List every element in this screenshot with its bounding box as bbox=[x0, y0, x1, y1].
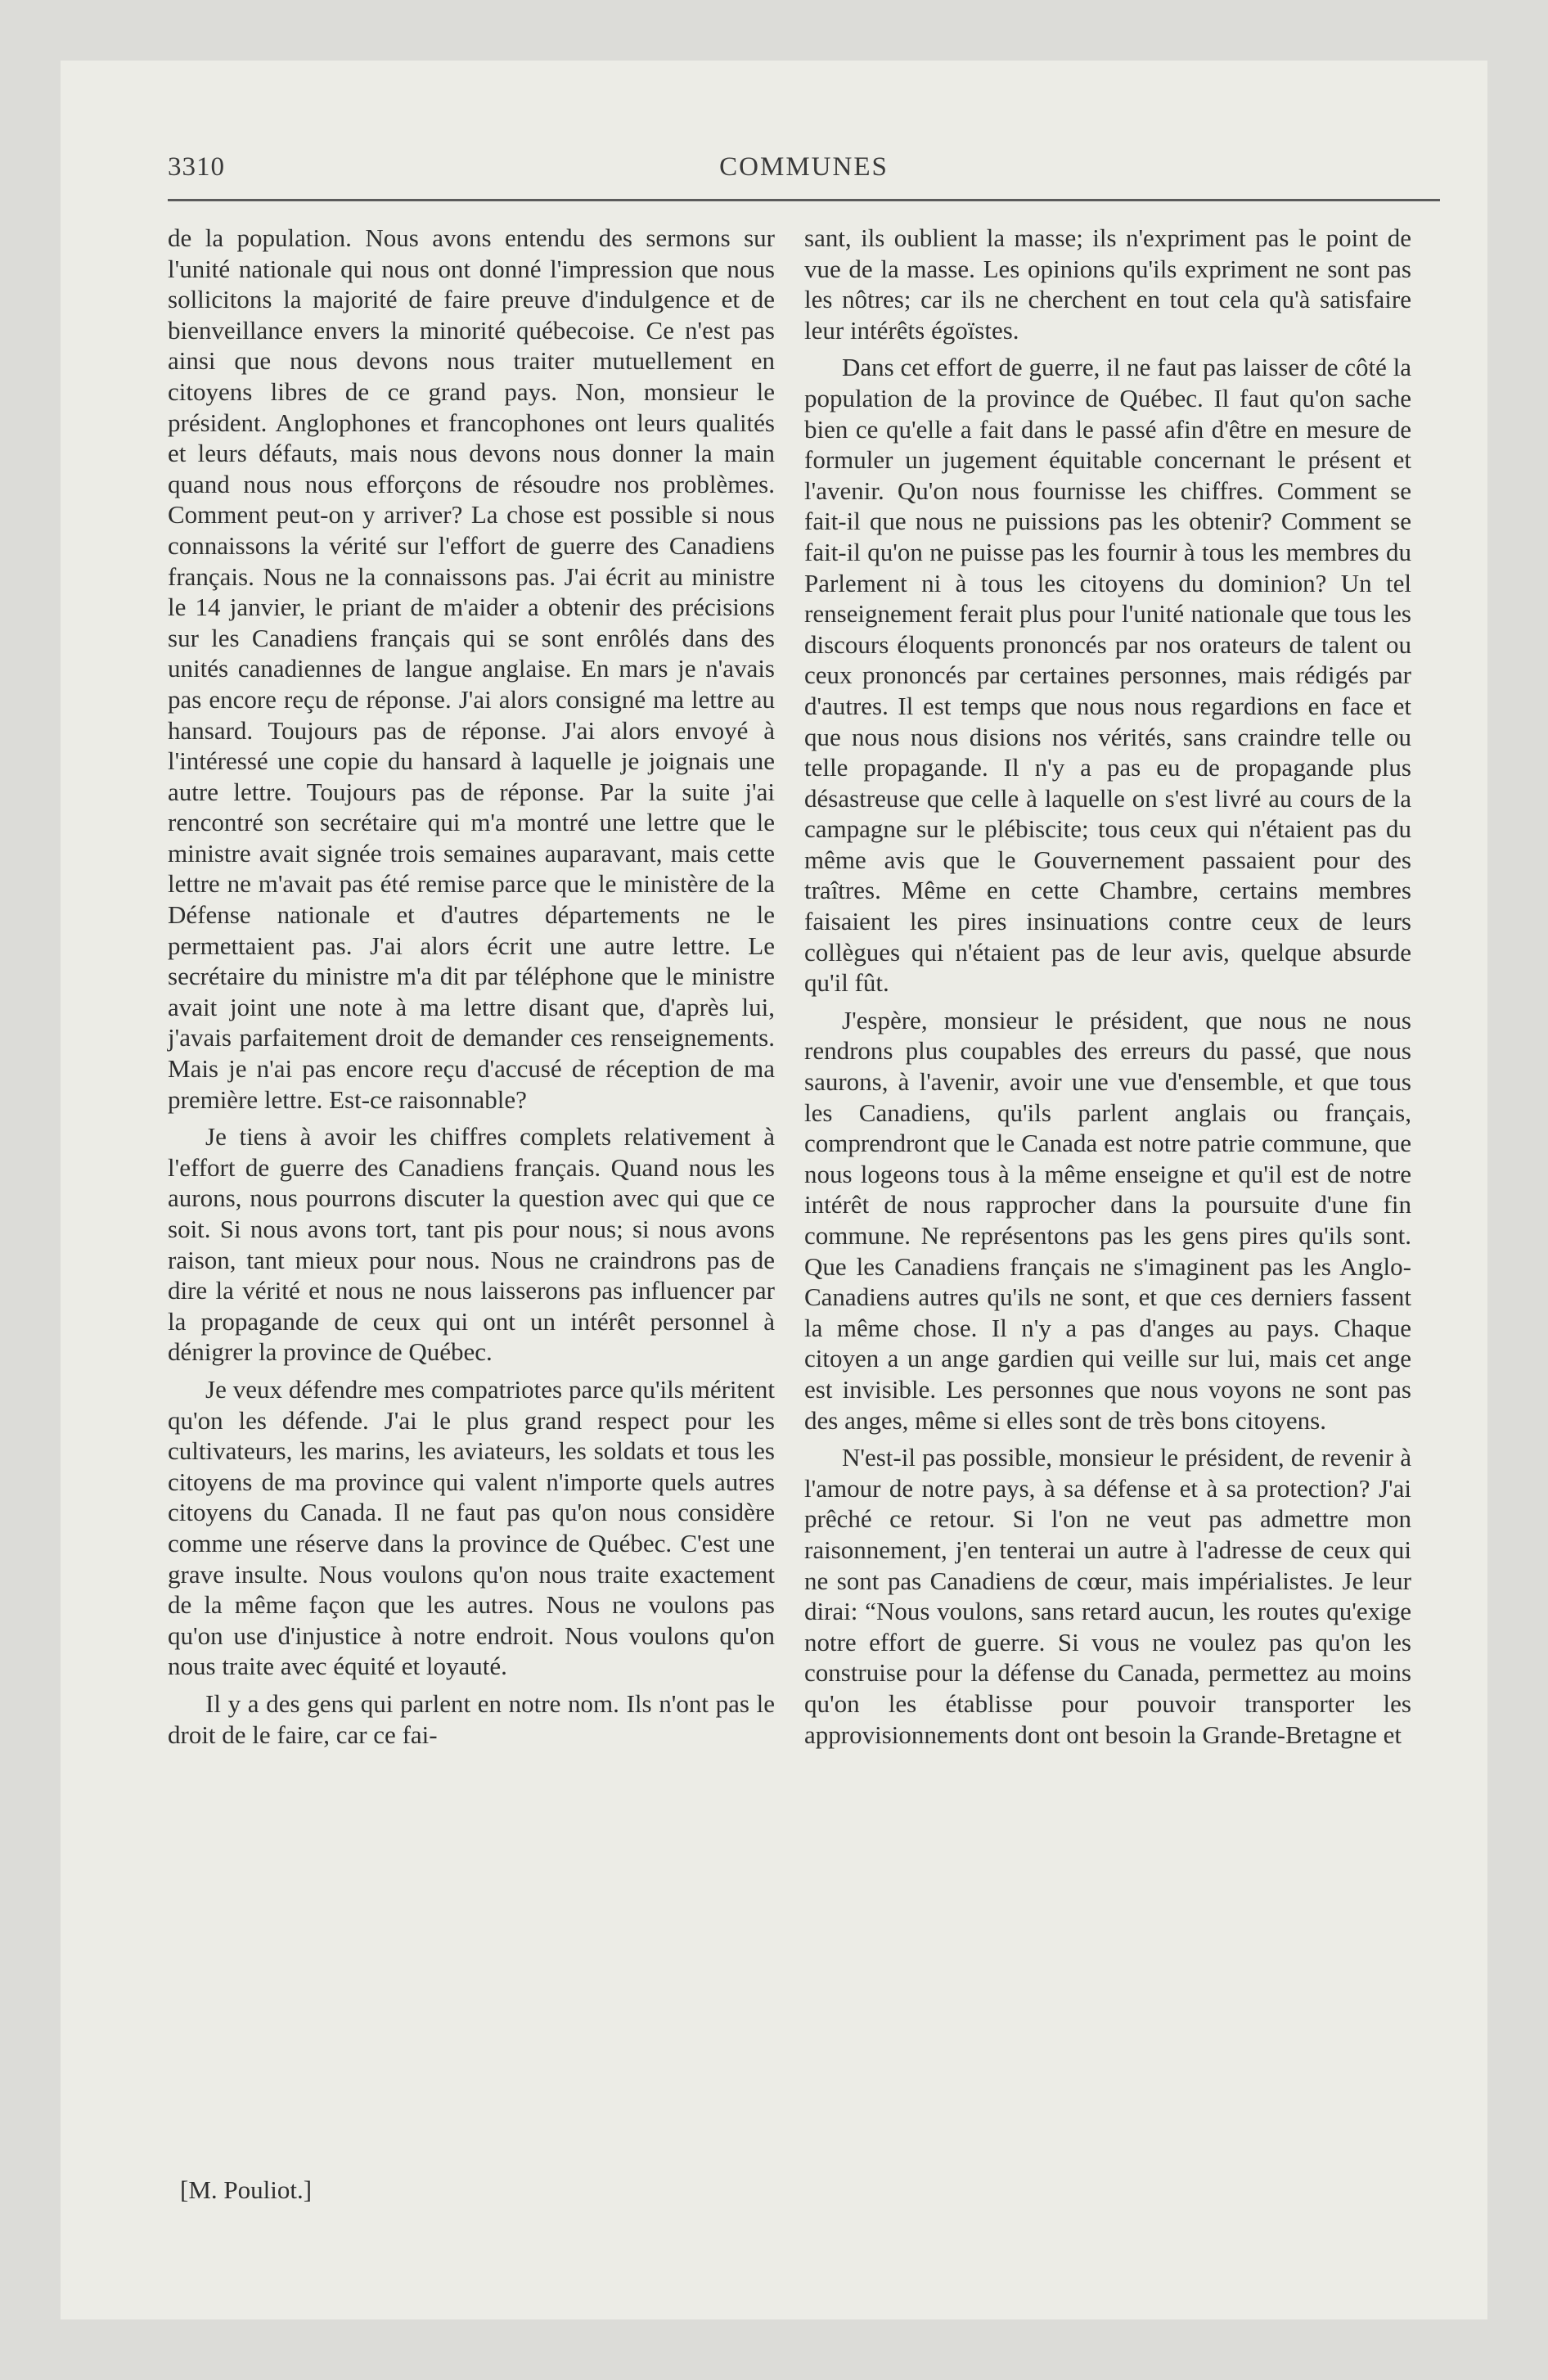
page-number: 3310 bbox=[168, 152, 225, 182]
header-rule bbox=[168, 199, 1440, 201]
paragraph: Je tiens à avoir les chiffres complets relativement à l'effort de guerre des Canadiens français. Quand nous les aurons, nous pourrons discuter la question avec qui que ce soit. Si nous avons tort, tant pis pour nous; si nous avons raison, tant mieux pour nous. Nous ne craindrons pas de dire la vérité et nous ne nous laisserons pas influencer par la propagande de ceux qui ont un intérêt personnel à dénigrer la province de Québec. bbox=[168, 1122, 775, 1367]
paragraph: sant, ils oublient la masse; ils n'expriment pas le point de vue de la masse. Les opinions qu'ils expriment ne sont pas les nôtres; car ils ne cherchent en tout cela qu'à satisfaire leur intérêts égoïstes. bbox=[804, 223, 1411, 345]
paragraph: J'espère, monsieur le président, que nous ne nous rendrons plus coupables des erreurs du passé, que nous saurons, à l'avenir, avoir une vue d'ensemble, et que tous les Canadiens, qu'ils parlent anglais ou français, comprendront que le Canada est notre patrie commune, que nous logeons tous à la même enseigne et qu'il est de notre intérêt de nous rapprocher dans la poursuite d'une fin commune. Ne représentons pas les gens pires qu'ils sont. Que les Canadiens français ne s'imaginent pas les Anglo-Canadiens autres qu'ils ne sont, et que ces derniers fassent la même chose. Il n'y a pas d'anges au pays. Chaque citoyen a un ange gardien qui veille sur lui, mais cet ange est invisible. Les personnes que nous voyons ne sont pas des anges, même si elles sont de très bons citoyens. bbox=[804, 1005, 1411, 1435]
paragraph: Je veux défendre mes compatriotes parce qu'ils méritent qu'on les défende. J'ai le plus grand respect pour les cultivateurs, les marins, les aviateurs, les soldats et tous les citoyens de ma province qui valent n'importe quels autres citoyens du Canada. Il ne faut pas qu'on nous considère comme une réserve dans la province de Québec. C'est une grave insulte. Nous voulons qu'on nous traite exactement de la même façon que les autres. Nous ne voulons pas qu'on use d'injustice à notre endroit. Nous voulons qu'on nous traite avec équité et loyauté. bbox=[168, 1374, 775, 1681]
right-column bbox=[804, 223, 1411, 1756]
paragraph: Il y a des gens qui parlent en notre nom. Ils n'ont pas le droit de le faire, car ce fai- bbox=[168, 1688, 775, 1749]
paragraph: Dans cet effort de guerre, il ne faut pas laisser de côté la population de la province de Québec. Il faut qu'on sache bien ce qu'elle a fait dans le passé afin d'être en mesure de formuler un jugement équitable concernant le présent et l'avenir. Qu'on nous fournisse les chiffres. Comment se fait-il que nous ne puissions pas les obtenir? Comment se fait-il qu'on ne puisse pas les fournir à tous les membres du Parlement ni à tous les citoyens du dominion? Un tel renseignement ferait plus pour l'unité nationale que tous les discours éloquents prononcés par nos orateurs de talent ou ceux prononcés par certaines personnes, mais rédigés par d'autres. Il est temps que nous nous regardions en face et que nous nous disions nos vérités, sans craindre telle ou telle propagande. Il n'y a pas eu de propagande plus désastreuse que celle à laquelle on s'est livré au cours de la campagne sur le plébiscite; tous ceux qui n'étaient pas du même avis que le Gouvernement passaient pour des traîtres. Même en cette Chambre, certains membres faisaient les pires insinuations contre ceux de leurs collègues qui n'étaient pas de leur avis, quelque absurde qu'il fût. bbox=[804, 353, 1411, 998]
paragraph: de la population. Nous avons entendu des sermons sur l'unité nationale qui nous ont donné l'impression que nous sollicitons la majorité de faire preuve d'indulgence et de bienveillance envers la minorité québecoise. Ce n'est pas ainsi que nous devons nous traiter mutuellement en citoyens libres de ce grand pays. Non, monsieur le président. Anglophones et francophones ont leurs qualités et leurs défauts, mais nous devons nous donner la main quand nous nous efforçons de résoudre nos problèmes. Comment peut-on y arriver? La chose est possible si nous connaissons la vérité sur l'effort de guerre des Canadiens français. Nous ne la connaissons pas. J'ai écrit au ministre le 14 janvier, le priant de m'aider a obtenir des précisions sur les Canadiens français qui se sont enrôlés dans des unités canadiennes de langue anglaise. En mars je n'avais pas encore reçu de réponse. J'ai alors consigné ma lettre au hansard. Toujours pas de réponse. J'ai alors envoyé à l'intéressé une copie du hansard à laquelle je joignais une autre lettre. Toujours pas de réponse. Par la suite j'ai rencontré son secrétaire qui m'a montré une lettre que le ministre avait signée trois semaines auparavant, mais cette lettre ne m'avait pas été remise parce que le ministère de la Défense nationale et d'autres départements ne le permettaient pas. J'ai alors écrit une autre lettre. Le secrétaire du ministre m'a dit par téléphone que le ministre avait joint une note à ma lettre disant que, d'après lui, j'avais parfaitement droit de demander ces renseignements. Mais je n'ai pas encore reçu d'accusé de réception de ma première lettre. Est-ce raisonnable? bbox=[168, 223, 775, 1114]
speaker-note: [M. Pouliot.] bbox=[180, 2175, 313, 2204]
running-head: COMMUNES bbox=[719, 152, 889, 182]
page-header bbox=[168, 152, 1440, 195]
left-column bbox=[168, 223, 775, 1756]
paragraph: N'est-il pas possible, monsieur le président, de revenir à l'amour de notre pays, à sa défense et à sa protection? J'ai prêché ce retour. Si l'on ne veut pas admettre mon raisonnement, j'en tenterai un autre à l'adresse de ceux qui ne sont pas Canadiens de cœur, mais impérialistes. Je leur dirai: “Nous voulons, sans retard aucun, les routes qu'exige notre effort de guerre. Si vous ne voulez pas qu'on les construise pour la défense du Canada, permettez au moins qu'on les établisse pour pouvoir transporter les approvisionnements dont ont besoin la Grande-Bretagne et bbox=[804, 1443, 1411, 1749]
